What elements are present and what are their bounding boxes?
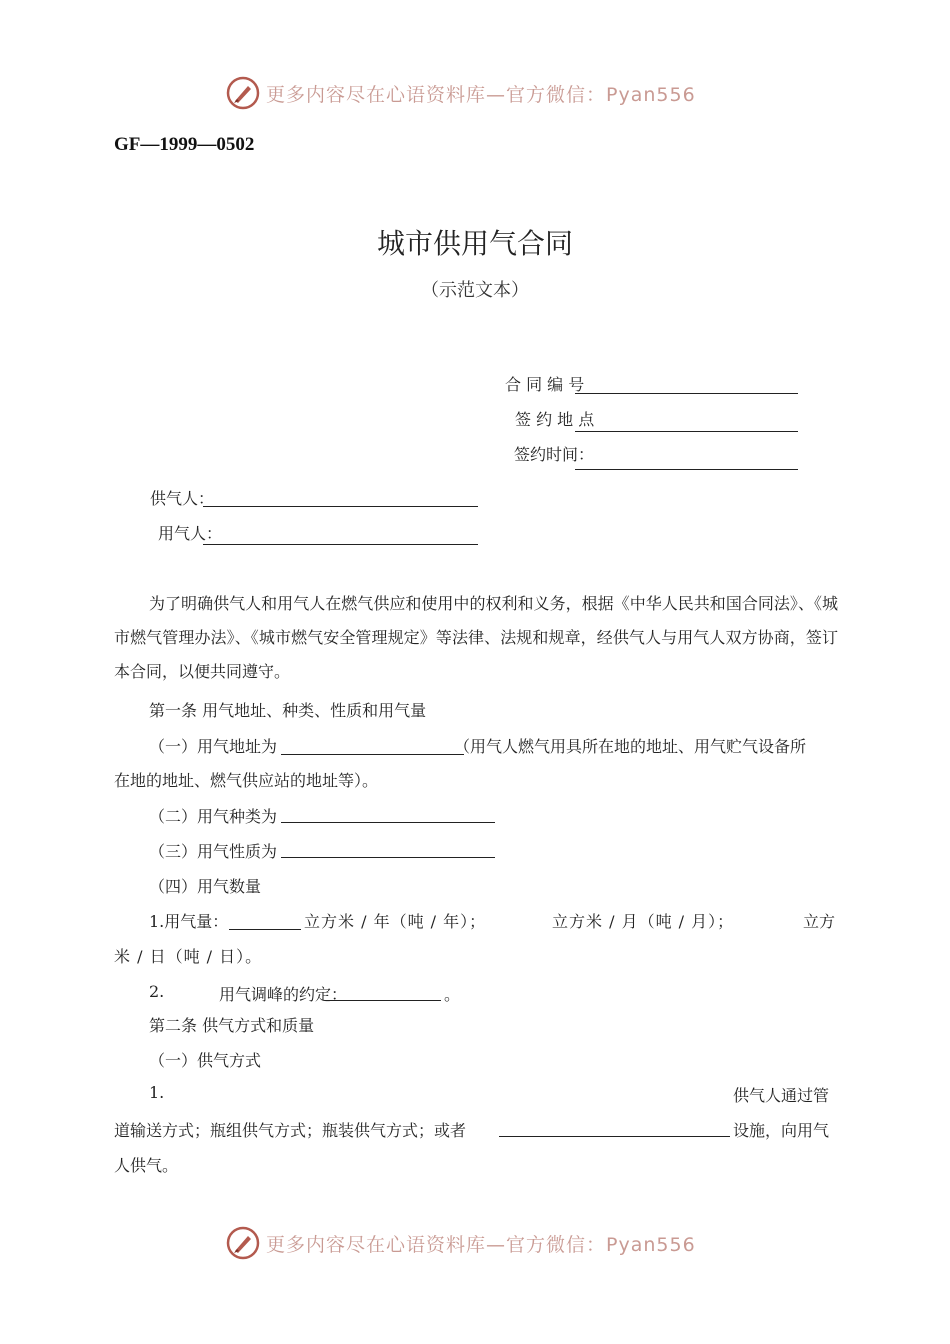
sign-time-label: 签约时间：	[514, 445, 595, 464]
monthly-unit: 立方米 / 月（吨 / 月）；	[552, 912, 735, 931]
header-watermark	[226, 76, 696, 110]
pen-logo-icon	[226, 76, 260, 110]
contract-no-label: 合 同 编 号	[505, 375, 585, 394]
peak-field[interactable]	[329, 1000, 441, 1001]
sign-place-field[interactable]	[575, 431, 798, 432]
address-note-a: （用气人燃气用具所在地的地址、用气贮气设备所	[454, 737, 807, 756]
peak-end: 。	[444, 985, 461, 1004]
mode-text-b: 道输送方式；瓶组供气方式；瓶装供气方式；或者	[114, 1121, 467, 1140]
gas-quantity-label: （四）用气数量	[149, 877, 262, 896]
article-2-title: 第二条 供气方式和质量	[149, 1016, 315, 1035]
document-subtitle: （示范文本）	[421, 280, 529, 301]
daily-unit-b: 米 / 日（吨 / 日）。	[114, 947, 263, 966]
gas-nature-field[interactable]	[281, 857, 495, 858]
sign-time-field[interactable]	[575, 469, 798, 470]
daily-unit-a: 立方	[803, 912, 836, 931]
watermark-text: 更多内容尽在心语资料库—官方微信：Pyan556	[266, 1233, 696, 1256]
mode-number: 1.	[149, 1083, 165, 1102]
other-facility-field[interactable]	[499, 1136, 730, 1137]
gas-nature-label: （三）用气性质为	[149, 842, 278, 861]
user-field[interactable]	[203, 544, 478, 545]
address-note-b: 在地的地址、燃气供应站的地址等）。	[114, 771, 379, 790]
peak-label: 用气调峰的约定：	[219, 985, 348, 1004]
address-label: （一）用气地址为	[149, 737, 278, 756]
supply-mode-label: （一）供气方式	[149, 1051, 262, 1070]
annual-quantity-field[interactable]	[229, 929, 301, 930]
peak-number: 2.	[149, 982, 165, 1001]
article-1-title: 第一条 用气地址、种类、性质和用气量	[149, 701, 427, 720]
supplier-field[interactable]	[203, 506, 478, 507]
document-title: 城市供用气合同	[376, 227, 573, 260]
watermark-text: 更多内容尽在心语资料库—官方微信：Pyan556	[266, 83, 696, 106]
pen-logo-icon	[226, 1226, 260, 1260]
gas-type-field[interactable]	[281, 822, 495, 823]
quantity-label: 1.用气量：	[149, 912, 229, 931]
mode-text-d: 人供气。	[114, 1156, 179, 1175]
annual-unit: 立方米 / 年（吨 / 年）；	[304, 912, 487, 931]
intro-paragraph: 为了明确供气人和用气人在燃气供应和使用中的权利和义务，根据《中华人民共和国合同法》、《城市燃气管理办法》、《城市燃气安全管理规定》等法律、法规和规章，经供气人与用气人双方协商，签订本合同，以便共同遵守。	[114, 594, 838, 681]
sign-place-label: 签 约 地 点	[515, 410, 595, 429]
mode-text-a: 供气人通过管	[733, 1086, 830, 1105]
document-code: GF—1999—0502	[114, 134, 255, 155]
contract-no-field[interactable]	[575, 393, 798, 394]
address-field[interactable]	[281, 754, 464, 755]
footer-watermark	[226, 1226, 696, 1260]
gas-type-label: （二）用气种类为	[149, 807, 278, 826]
user-label: 用气人：	[158, 524, 223, 543]
supplier-label: 供气人：	[150, 489, 215, 508]
mode-text-c: 设施，向用气	[733, 1121, 830, 1140]
